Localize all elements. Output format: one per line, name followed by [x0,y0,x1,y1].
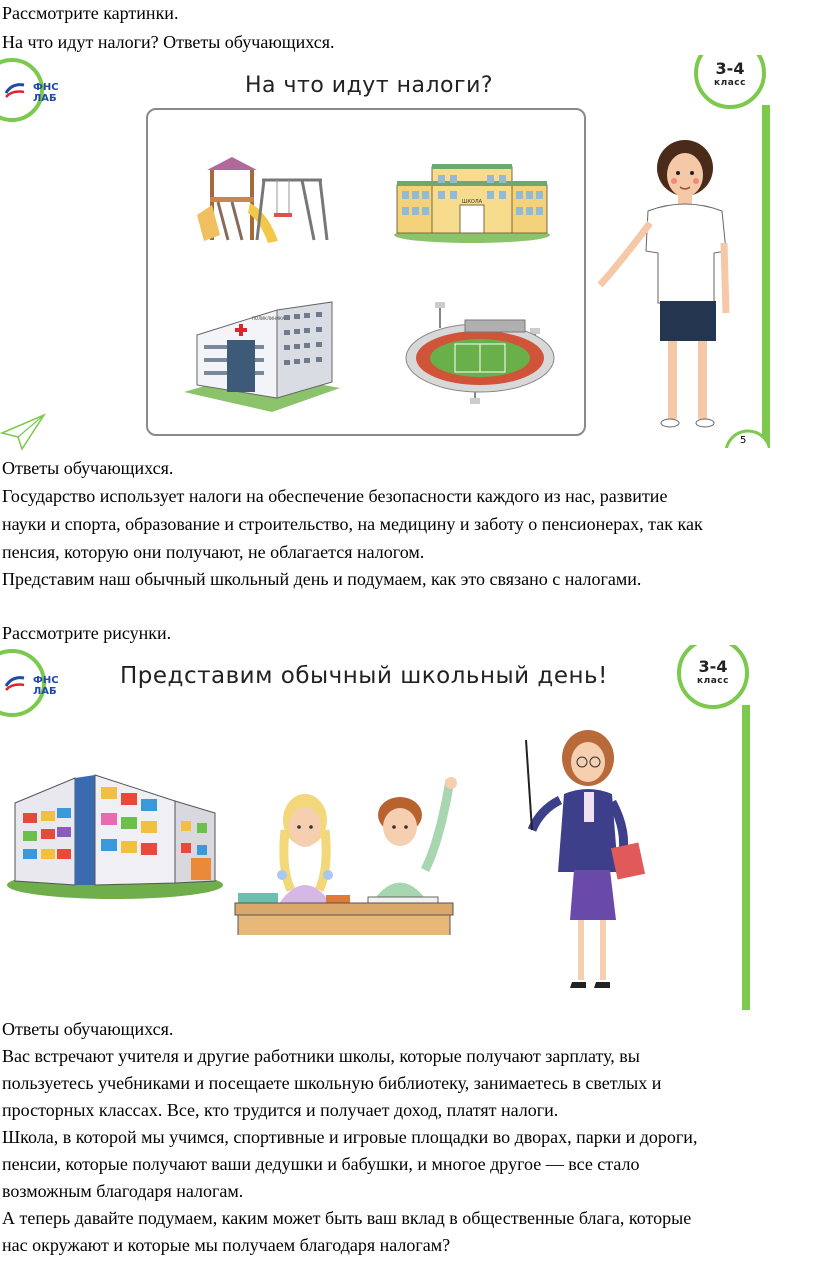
slide-taxes [0,55,770,448]
grade-badge-2 [673,645,750,715]
hospital-image [182,300,342,418]
slide-school-day [0,645,750,1010]
fns-lab-logo-2 [0,647,70,728]
paper-plane-icon [0,413,46,451]
answer1-line-5: Представим наш обычный школьный день и подумаем, как это связано с налогами. [2,569,642,589]
slide-title: На что идут налоги? [245,73,494,98]
answer1-line-1: Ответы обучающихся. [2,458,174,478]
answer2-line-8: А теперь давайте подумаем, каким может быть ваш вклад в общественные блага, которые [2,1208,692,1228]
school-image [392,155,552,245]
answer2-line-5: Школа, в которой мы учимся, спортивные и игровые площадки во дворах, парки и дороги, [2,1127,698,1147]
pupils-at-desk-image [230,775,460,935]
answer2-line-3: пользуетесь учебниками и посещаете школьную библиотеку, занимаетесь в светлых и [2,1073,662,1093]
logo-text-bottom: ЛАБ [33,93,57,104]
logo2-text-bottom: ЛАБ [33,686,57,697]
answer1-line-4: пенсия, которую они получают, не облагается налогом. [2,542,425,562]
teacher-illustration [520,730,650,995]
intro-line-2: На что идут налоги? Ответы обучающихся. [2,32,335,52]
green-side-bar-2 [742,705,750,1010]
slide2-title: Представим обычный школьный день! [120,663,608,689]
logo-text-top: ФНС [33,82,59,93]
fns-lab-logo [0,57,70,128]
answer2-line-9: нас окружают и которые мы получаем благодаря налогам? [2,1235,451,1255]
answer2-line-1: Ответы обучающихся. [2,1019,174,1039]
playground-image [192,155,332,247]
answer1-line-2: Государство использует налоги на обеспечение безопасности каждого из нас, развитие [2,486,668,506]
grade-number: 3-4 [715,59,745,78]
green-side-bar [762,105,770,448]
boy-illustration [590,133,740,433]
answer2-line-2: Вас встречают учителя и другие работники школы, которые получают зарплату, вы [2,1046,640,1066]
page-number: 5 [740,435,747,446]
logo2-text-top: ФНС [33,675,59,686]
stadium-image [395,298,555,408]
grade-label-2: класс [697,676,729,686]
answer2-line-4: просторных классах. Все, кто трудится и получает доход, платят налоги. [2,1100,559,1120]
grade-number-2: 3-4 [698,657,728,676]
answer2-line-7: возможным благодаря налогам. [2,1181,244,1201]
school-sign: ШКОЛА [461,199,483,205]
answer2-line-6: пенсии, которые получают ваши дедушки и бабушки, и многое другое — все стало [2,1154,640,1174]
hospital-sign: ПОЛИКЛИНИКА [252,316,285,321]
intro-line-1: Рассмотрите картинки. [2,3,179,23]
grade-label: класс [714,78,746,88]
grade-badge [690,55,770,115]
school-building-image [5,773,225,901]
intro2-line: Рассмотрите рисунки. [2,623,172,643]
answer1-line-3: науки и спорта, образование и строительство, на медицину и заботу о пенсионерах, так как [2,514,703,534]
